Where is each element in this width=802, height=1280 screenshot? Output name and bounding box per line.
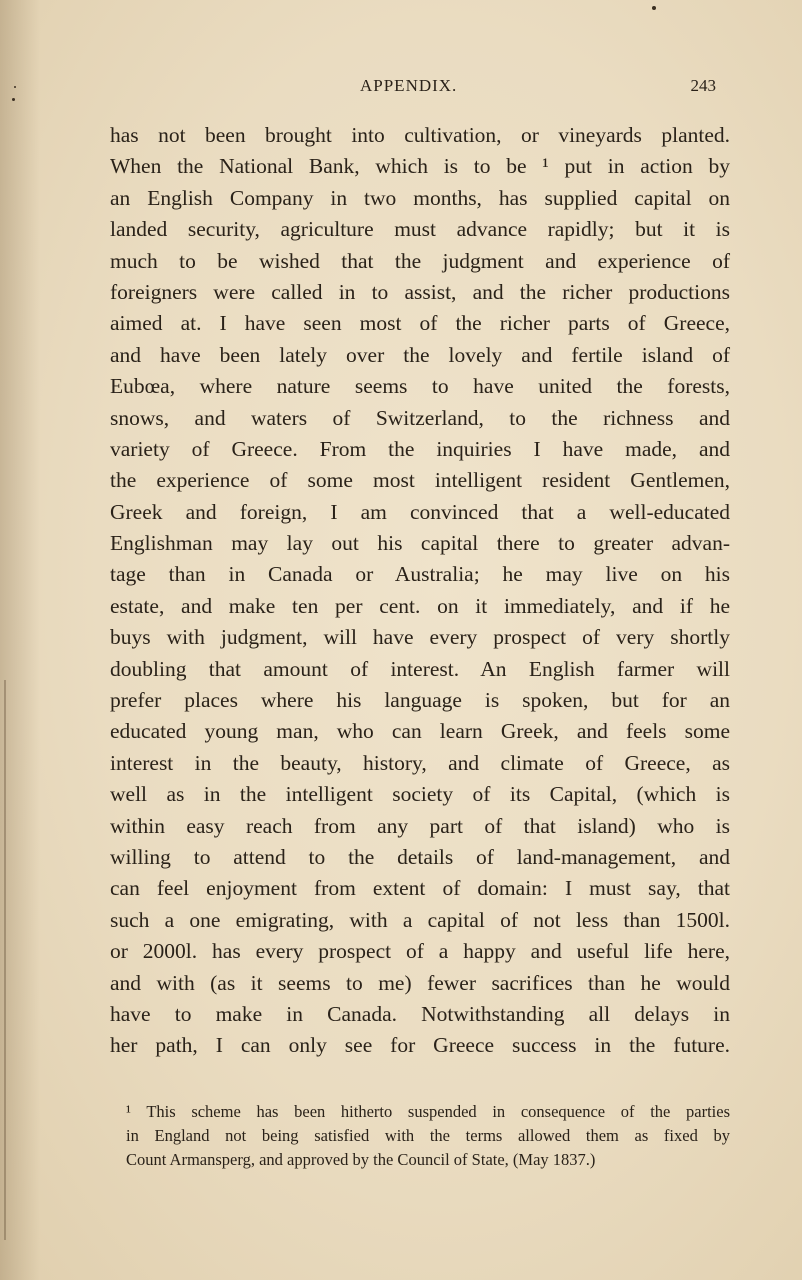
running-head: APPENDIX. [360, 76, 458, 95]
binding-edge [4, 680, 6, 1240]
text-line: prefer places where his language is spoken, but for an [110, 688, 730, 713]
text-line: have to make in Canada. Notwithstanding all delays in [110, 1001, 730, 1026]
text-line: an English Company in two months, has supplied capital on [110, 185, 730, 210]
footnote-line: Count Armansperg, and approved by the Council of State, (May 1837.) [126, 1150, 596, 1169]
text-line: Greek and foreign, I am convinced that a well-educated [110, 499, 730, 524]
footnote-line: in England not being satisfied with the terms allowed them as fixed by [126, 1126, 730, 1145]
text-line: and with (as it seems to me) fewer sacrifices than he would [110, 970, 730, 995]
text-line: snows, and waters of Switzerland, to the richness and [110, 405, 730, 430]
text-line: well as in the intelligent society of its Capital, (which is [110, 782, 730, 807]
body-text [110, 120, 730, 1062]
page-header [110, 76, 716, 100]
text-line: aimed at. I have seen most of the richer parts of Greece, [110, 311, 730, 336]
ink-speck [12, 98, 15, 101]
text-line: variety of Greece. From the inquiries I have made, and [110, 436, 730, 461]
ink-speck [14, 86, 16, 88]
text-line: landed security, agriculture must advance rapidly; but it is [110, 217, 730, 242]
text-line: the experience of some most intelligent resident Gentlemen, [110, 468, 730, 493]
text-line: willing to attend to the details of land-management, and [110, 844, 730, 869]
text-line: has not been brought into cultivation, or vineyards planted. [110, 123, 730, 147]
page-gutter-shadow [0, 0, 40, 1280]
text-line: doubling that amount of interest. An English farmer will [110, 656, 730, 681]
text-line: interest in the beauty, history, and climate of Greece, as [110, 750, 730, 775]
ink-speck [652, 6, 656, 10]
text-line: foreigners were called in to assist, and the richer productions [110, 279, 730, 304]
text-line: tage than in Canada or Australia; he may live on his [110, 562, 730, 587]
text-line: Eubœa, where nature seems to have united the forests, [110, 374, 730, 399]
text-line: within easy reach from any part of that island) who is [110, 813, 730, 838]
text-line: much to be wished that the judgment and experience of [110, 248, 730, 273]
text-line: her path, I can only see for Greece success in the future. [110, 1033, 730, 1058]
text-line: estate, and make ten per cent. on it immediately, and if he [110, 593, 730, 618]
footnote-line: ¹ This scheme has been hitherto suspended in consequence of the parties [126, 1102, 730, 1121]
text-line: or 2000l. has every prospect of a happy and useful life here, [110, 939, 730, 964]
footnote [126, 1100, 730, 1172]
text-line: such a one emigrating, with a capital of not less than 1500l. [110, 907, 730, 932]
text-line: can feel enjoyment from extent of domain: I must say, that [110, 876, 730, 901]
text-line: educated young man, who can learn Greek, and feels some [110, 719, 730, 744]
text-line: When the National Bank, which is to be ¹ put in action by [110, 154, 730, 179]
text-line: buys with judgment, will have every prospect of very shortly [110, 625, 730, 650]
page-number: 243 [690, 76, 716, 95]
text-line: and have been lately over the lovely and fertile island of [110, 342, 730, 367]
text-line: Englishman may lay out his capital there to greater advan- [110, 531, 730, 556]
